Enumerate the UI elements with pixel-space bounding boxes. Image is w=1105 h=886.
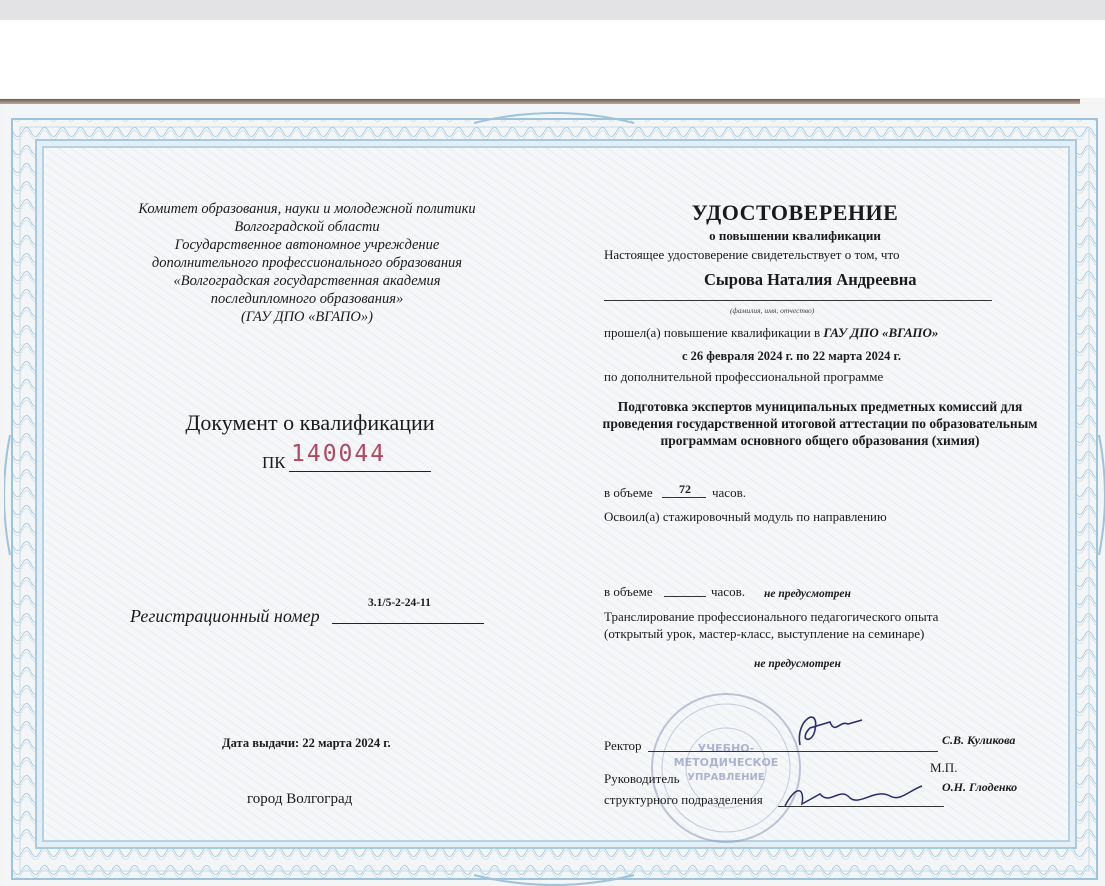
hours-unit: часов. xyxy=(712,485,746,500)
stamp-line-2: МЕТОДИЧЕСКОЕ xyxy=(673,756,779,769)
training-period: с 26 февраля 2024 г. по 22 марта 2024 г. xyxy=(682,349,901,363)
issuer-block xyxy=(108,200,506,326)
volume-label-2: в объеме xyxy=(604,584,653,599)
completed-org: ГАУ ДПО «ВГАПО» xyxy=(823,325,939,340)
seal-place-label: М.П. xyxy=(930,760,958,775)
issuer-line: Волгоградской области xyxy=(234,219,380,235)
certificate-heading: УДОСТОВЕРЕНИЕ xyxy=(691,200,899,225)
document-title: Документ о квалификации xyxy=(185,410,435,435)
name-underline xyxy=(604,300,992,301)
blank-hours-underline xyxy=(664,596,706,597)
completed-prefix: прошел(а) повышение квалификации в xyxy=(604,325,824,340)
head-name: О.Н. Глоденко xyxy=(942,780,1018,794)
page-margin xyxy=(0,20,1105,98)
city: город Волгоград xyxy=(247,791,353,807)
rector-label: Ректор xyxy=(604,738,642,753)
volume-label: в объеме xyxy=(604,485,653,500)
translation-line-2: (открытый урок, мастер-класс, выступление на семинаре) xyxy=(604,626,925,641)
translation-line-1: Транслирование профессионального педагогического опыта xyxy=(604,609,939,624)
issuer-line: Государственное автономное учреждение xyxy=(174,237,440,253)
holder-name: Сырова Наталия Андреевна xyxy=(704,270,917,289)
pk-number: 140044 xyxy=(291,441,387,467)
hours-value: 72 xyxy=(679,482,691,496)
issuer-line: дополнительного профессионального образования xyxy=(151,255,463,271)
browser-top-strip xyxy=(0,0,1105,20)
document-edge xyxy=(0,99,1080,104)
certificate-subheading: о повышении квалификации xyxy=(709,228,881,243)
completed-line xyxy=(604,325,938,341)
issue-date: Дата выдачи: 22 марта 2024 г. xyxy=(222,736,391,750)
official-stamp xyxy=(646,688,806,848)
head-label-1: Руководитель xyxy=(604,771,680,786)
hours-unit-2: часов. xyxy=(711,584,745,599)
program-intro: по дополнительной профессиональной программе xyxy=(604,369,884,384)
stamp-line-3: УПРАВЛЕНИЕ xyxy=(687,772,765,783)
issuer-line: Комитет образования, науки и молодежной политики xyxy=(138,201,476,217)
stamp-line-1: УЧЕБНО- xyxy=(697,742,755,755)
issuer-line: (ГАУ ДПО «ВГАПО») xyxy=(241,309,373,325)
certifies-text: Настоящее удостоверение свидетельствует о том, что xyxy=(604,247,900,262)
head-signature xyxy=(780,776,930,816)
registration-underline xyxy=(332,623,484,624)
program-title: Подготовка экспертов муниципальных предметных комиссий для проведения государственной итоговой аттестации по образовательным программам основного общего образования (химия) xyxy=(602,399,1038,448)
issuer-line: «Волгоградская государственная академия xyxy=(173,273,441,289)
issuer-line: последипломного образования» xyxy=(210,291,404,307)
internship-text: Освоил(а) стажировочный модуль по направлению xyxy=(604,509,887,524)
rector-signature xyxy=(790,700,870,760)
rector-name: С.В. Куликова xyxy=(942,733,1016,747)
pk-underline xyxy=(289,471,431,472)
registration-label: Регистрационный номер xyxy=(130,606,320,626)
registration-number: 3.1/5-2-24-11 xyxy=(368,597,431,609)
not-provided-1: не предусмотрен xyxy=(764,588,851,600)
head-label-2: структурного подразделения xyxy=(604,792,763,807)
pk-label: ПК xyxy=(262,453,286,472)
not-provided-2: не предусмотрен xyxy=(754,658,841,670)
hours-underline xyxy=(662,497,706,498)
name-caption: (фамилия, имя, отчество) xyxy=(730,306,815,315)
